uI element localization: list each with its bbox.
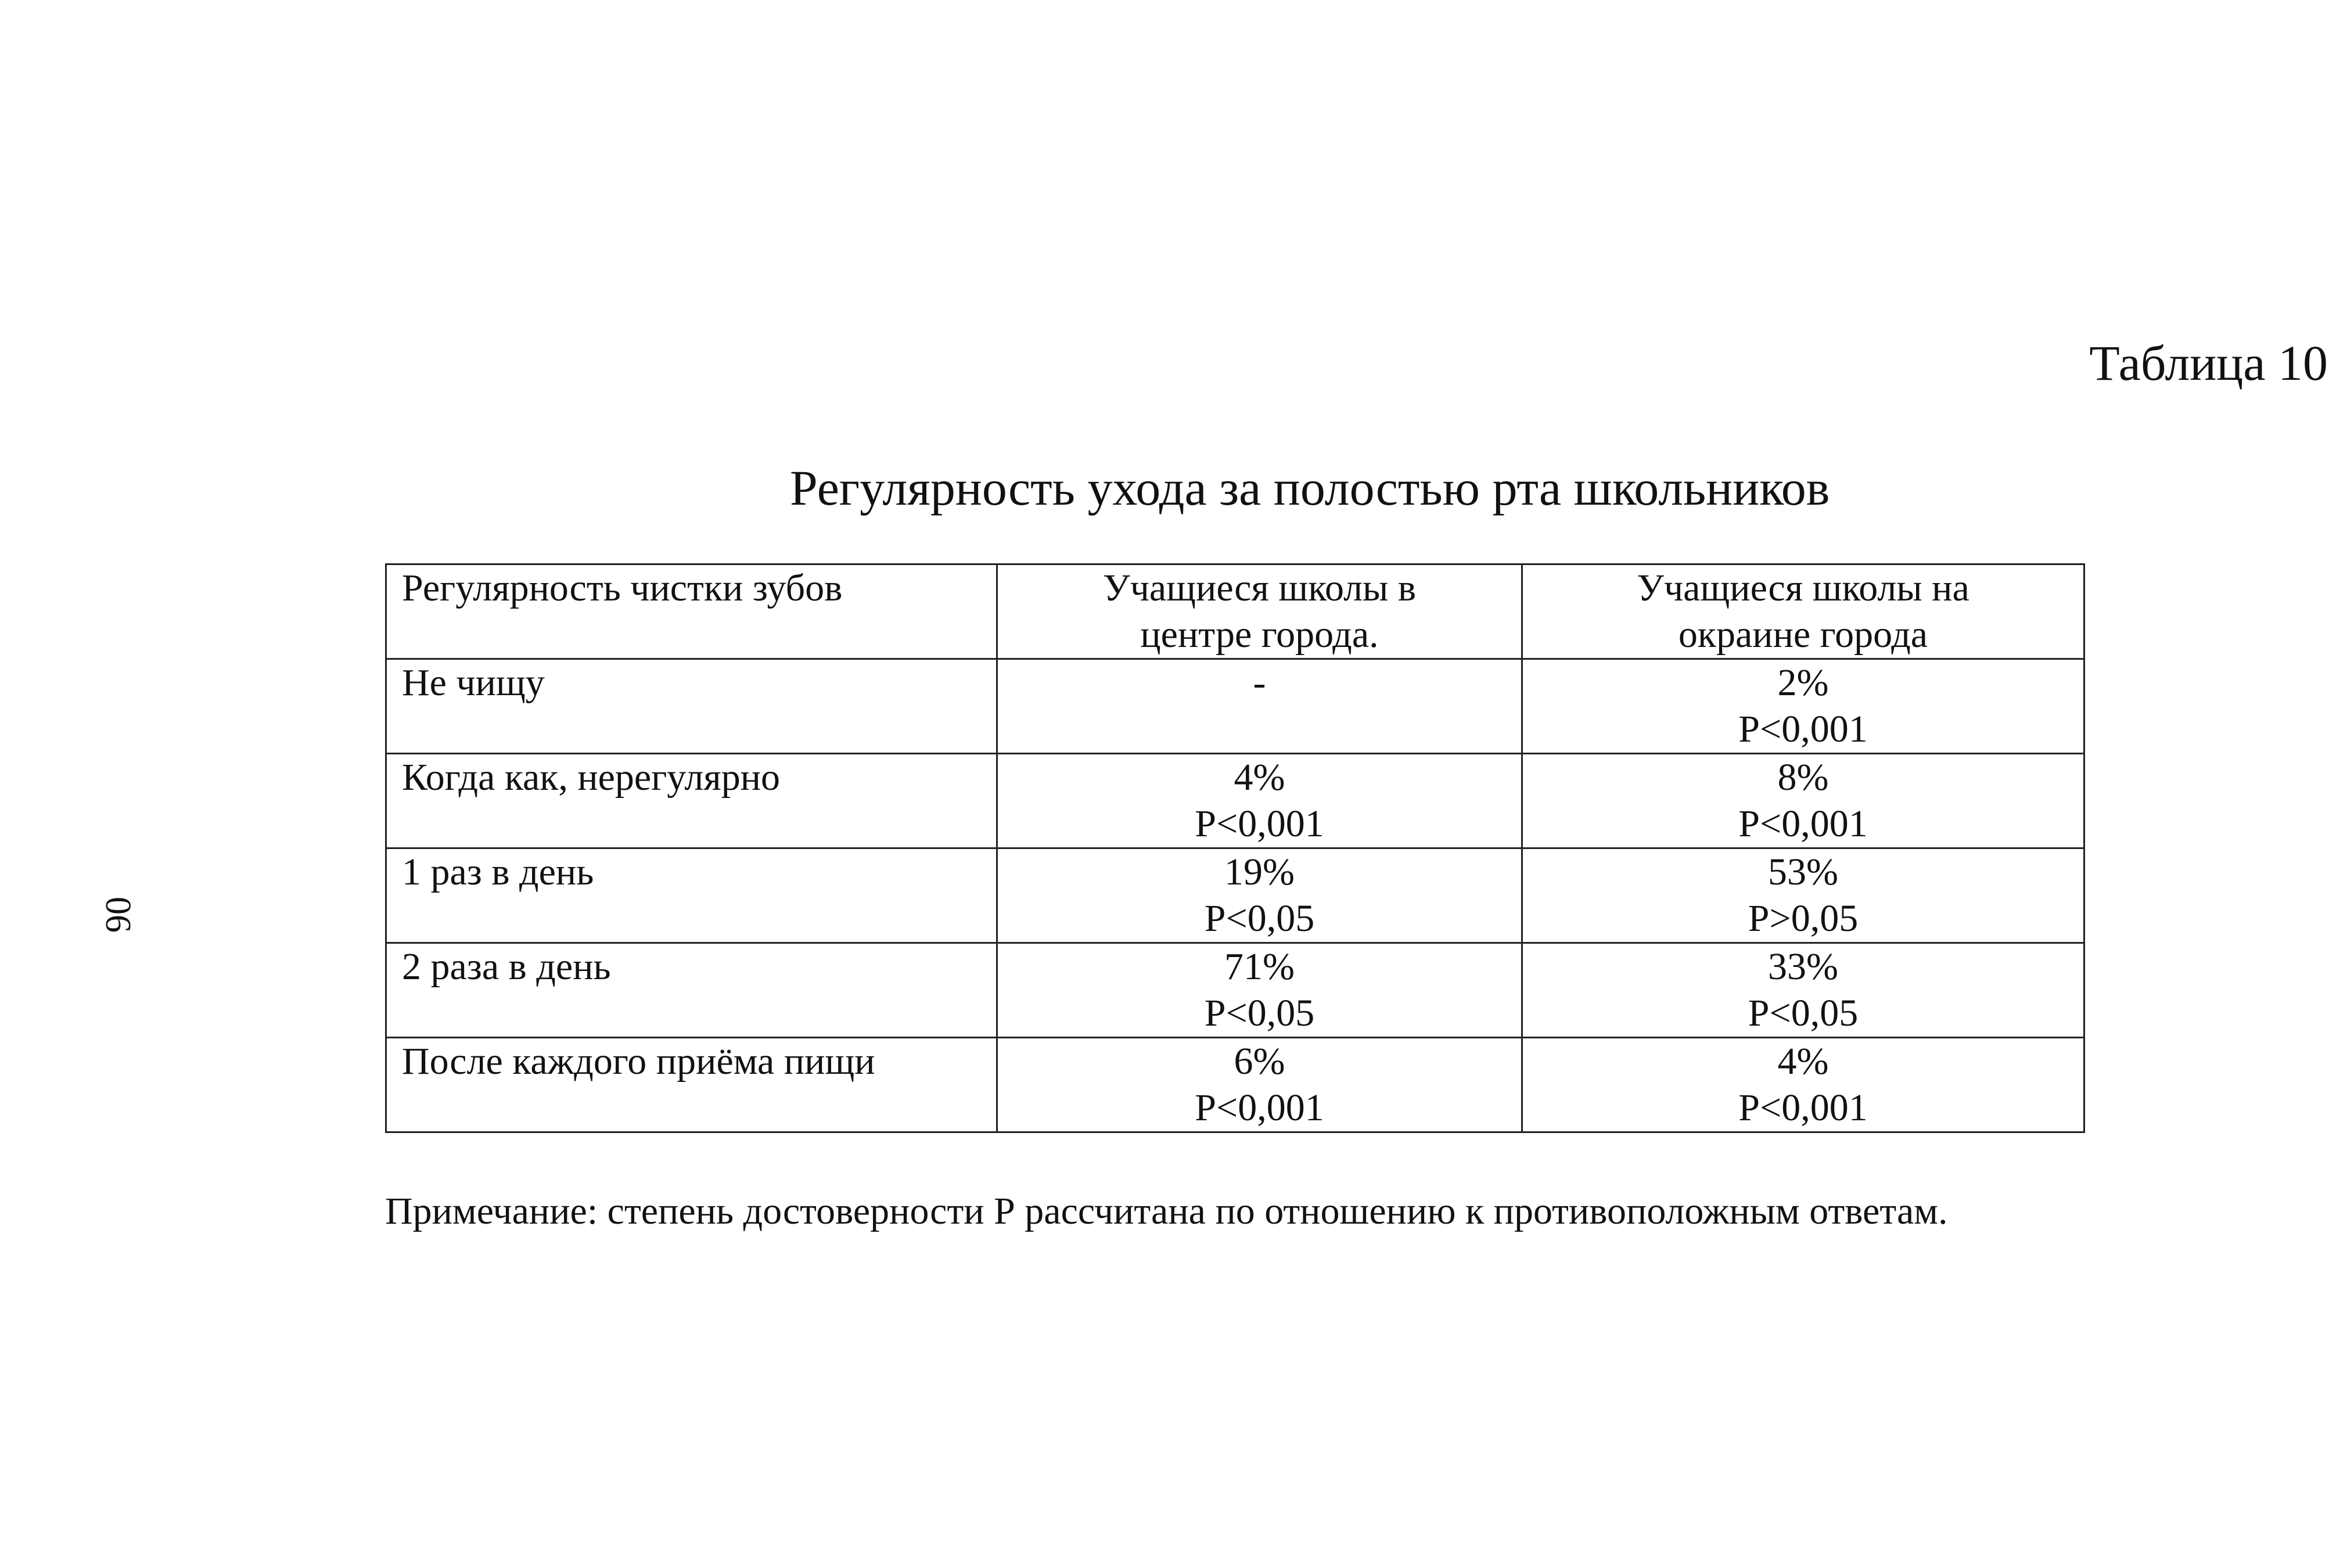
row-label: 1 раз в день (402, 851, 594, 893)
center-value-cell (997, 1038, 1522, 1132)
outskirts-value-cell (1522, 1038, 2084, 1132)
outskirts-percent: 33% (1768, 945, 1838, 988)
table-title: Регулярность ухода за полостью рта школьников (790, 460, 1830, 516)
outskirts-p-value: P<0,001 (1738, 803, 1868, 845)
table-note: Примечание: степень достоверности Р рассчитана по отношению к противоположным ответам. (385, 1190, 1948, 1232)
header-cell-center (997, 564, 1522, 659)
header-text: Регулярность чистки зубов (402, 567, 843, 609)
row-label-cell (386, 943, 997, 1038)
center-p-value: P<0,001 (1195, 803, 1324, 845)
header-text: Учащиеся школы на (1637, 567, 1969, 609)
table-row (386, 1038, 2084, 1132)
outskirts-value-cell (1522, 848, 2084, 943)
center-p-value: P<0,001 (1195, 1087, 1324, 1129)
center-percent: 4% (1234, 756, 1285, 799)
center-p-value: P<0,05 (1204, 897, 1315, 940)
row-label-cell (386, 754, 997, 848)
table-row (386, 848, 2084, 943)
center-percent: 6% (1234, 1040, 1285, 1083)
header-cell-outskirts (1522, 564, 2084, 659)
center-percent: - (1253, 661, 1266, 704)
outskirts-percent: 8% (1777, 756, 1829, 799)
row-label: Не чищу (402, 661, 545, 704)
header-cell-regularity (386, 564, 997, 659)
outskirts-p-value: P<0,05 (1748, 992, 1859, 1034)
page-number: 06 (98, 897, 138, 933)
center-percent: 71% (1224, 945, 1295, 988)
row-label-cell (386, 848, 997, 943)
outskirts-value-cell (1522, 754, 2084, 848)
row-label: 2 раза в день (402, 945, 611, 988)
header-text: Учащиеся школы в (1102, 567, 1417, 609)
row-label: После каждого приёма пищи (402, 1040, 875, 1083)
outskirts-percent: 53% (1768, 851, 1838, 893)
header-text: окраине города (1678, 613, 1928, 656)
center-value-cell (997, 659, 1522, 754)
table-row (386, 659, 2084, 754)
center-value-cell (997, 754, 1522, 848)
center-value-cell (997, 943, 1522, 1038)
table-row (386, 754, 2084, 848)
row-label: Когда как, нерегулярно (402, 756, 781, 799)
center-percent: 19% (1224, 851, 1295, 893)
outskirts-percent: 2% (1777, 661, 1829, 704)
table-row (386, 943, 2084, 1038)
row-label-cell (386, 659, 997, 754)
table-header-row (386, 564, 2084, 659)
header-text: центре города. (1140, 613, 1379, 656)
center-value-cell (997, 848, 1522, 943)
center-p-value: P<0,05 (1204, 992, 1315, 1034)
data-table (385, 563, 2085, 1133)
outskirts-value-cell (1522, 659, 2084, 754)
outskirts-p-value: P>0,05 (1748, 897, 1859, 940)
outskirts-p-value: P<0,001 (1738, 708, 1868, 750)
row-label-cell (386, 1038, 997, 1132)
outskirts-value-cell (1522, 943, 2084, 1038)
table-label: Таблица 10 (2089, 335, 2328, 391)
outskirts-percent: 4% (1777, 1040, 1829, 1083)
outskirts-p-value: P<0,001 (1738, 1087, 1868, 1129)
